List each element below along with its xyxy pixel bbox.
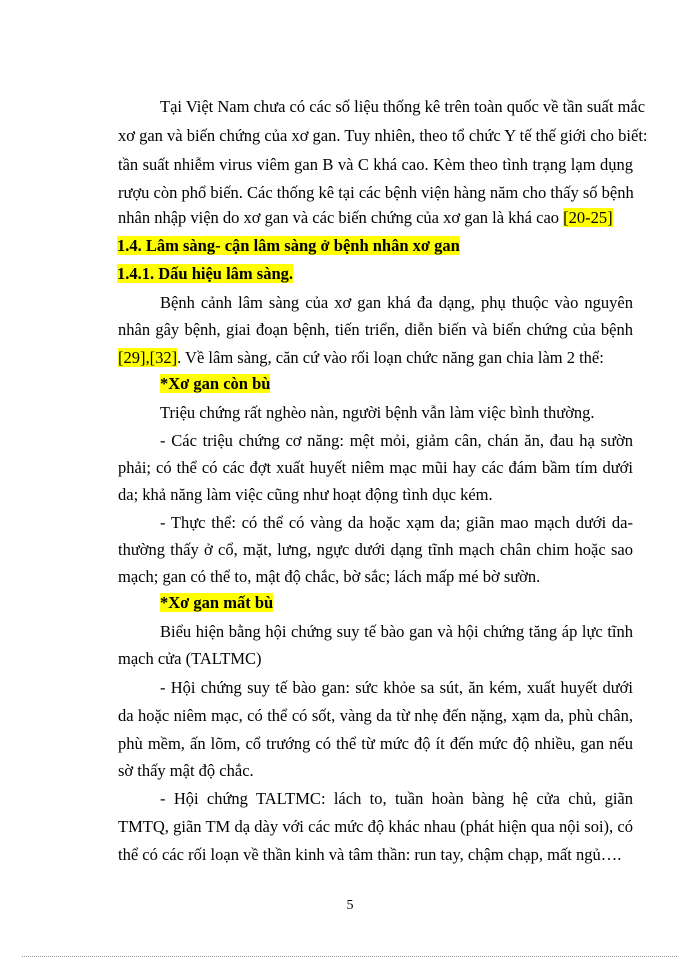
text-run: tần suất nhiễm virus viêm gan B và C khá cao. Kèm theo tình trạng lạm dụng [118,155,633,174]
text-run: nhân gây bệnh, giai đoạn bệnh, tiến triển, diễn biến và biến chứng của bệnh [118,320,633,339]
body-line [118,320,633,340]
text-run: xơ gan và biến chứng của xơ gan. Tuy nhiên, theo tổ chức Y tế thế giới cho biết: [118,126,648,145]
text-run: mạch cửa (TALTMC) [118,649,262,668]
subsection-heading-text: 1.4.1. Dấu hiệu lâm sàng. [117,264,294,283]
body-line [160,513,633,533]
text-run: Triệu chứng rất nghèo nàn, người bệnh vẫn làm việc bình thường. [160,403,595,422]
text-run: mạch; gan có thể to, mật độ chắc, bờ sắc; lách mấp mé bờ sườn. [118,567,541,586]
text-run: thường thấy ở cổ, mặt, lưng, ngực dưới dạng tĩnh mạch chân chim hoặc sao [118,540,633,559]
list-heading [160,593,675,613]
body-line [118,155,633,175]
text-run: - Hội chứng suy tế bào gan: sức khỏe sa sút, ăn kém, xuất huyết dưới [160,678,633,697]
text-run: thể có các rối loạn về thần kinh và tâm thần: run tay, chậm chạp, mất ngủ…. [118,845,622,864]
body-line [118,126,648,146]
body-line [118,734,633,754]
page-number: 5 [346,898,354,913]
text-run: nhân nhập viện do xơ gan và các biến chứng của xơ gan là khá cao [118,208,564,227]
section-heading [117,236,632,256]
citation: [29],[32] [118,348,178,367]
body-line [118,540,633,560]
body-line [118,208,633,228]
body-line [118,567,633,587]
text-run: - Thực thể: có thể có vàng da hoặc xạm da; giãn mao mạch dưới da- [160,513,633,532]
body-line [118,458,633,478]
citation: [20-25] [563,208,613,227]
body-line [160,403,675,423]
body-line [118,845,633,865]
body-line [118,706,633,726]
list-heading [160,374,675,394]
body-line [118,761,633,781]
body-line [118,348,633,368]
body-line [118,649,633,669]
text-run: rượu còn phổ biến. Các thống kê tại các bệnh viện hàng năm cho thấy số bệnh [118,183,634,202]
text-run: Biểu hiện bằng hội chứng suy tế bào gan và hội chứng tăng áp lực tĩnh [160,622,633,641]
text-run: . Về lâm sàng, căn cứ vào rối loạn chức năng gan chia làm 2 thể: [177,348,604,367]
body-line [118,485,633,505]
text-run: Bệnh cảnh lâm sàng của xơ gan khá đa dạng, phụ thuộc vào nguyên [160,293,633,312]
list-heading-text: *Xơ gan còn bù [160,374,271,393]
body-line [160,678,633,698]
body-line [118,183,633,203]
text-run: phù mềm, ấn lõm, cổ trướng có thể từ mức độ ít đến mức độ nhiều, gan nếu [118,734,633,753]
text-run: da hoặc niêm mạc, có thể có sốt, vàng da từ nhẹ đến nặng, xạm da, phù chân, [118,706,633,725]
body-line [118,817,633,837]
body-line [160,293,633,313]
text-run: Tại Việt Nam chưa có các số liệu thống kê trên toàn quốc về tần suất mắc [160,97,646,116]
section-heading-text: 1.4. Lâm sàng- cận lâm sàng ở bệnh nhân xơ gan [117,236,460,255]
list-heading-text: *Xơ gan mất bù [160,593,274,612]
body-line [160,622,633,642]
body-line [160,431,633,451]
text-run: - Các triệu chứng cơ năng: mệt mỏi, giảm cân, chán ăn, đau hạ sườn [160,431,633,450]
body-line [160,97,646,117]
text-run: da; khả năng làm việc cũng như hoạt động tình dục kém. [118,485,493,504]
page-bottom-rule [22,956,677,957]
text-run: TMTQ, giãn TM dạ dày với các mức độ khác nhau (phát hiện qua nội soi), có [118,817,633,836]
text-run: sờ thấy mật độ chắc. [118,761,254,780]
body-line [160,789,633,809]
text-run: - Hội chứng TALTMC: lách to, tuần hoàn bàng hệ cửa chủ, giãn [160,789,633,808]
subsection-heading [117,264,632,284]
text-run: phải; có thể có các đợt xuất huyết niêm mạc mũi hay các đám bầm tím dưới [118,458,633,477]
